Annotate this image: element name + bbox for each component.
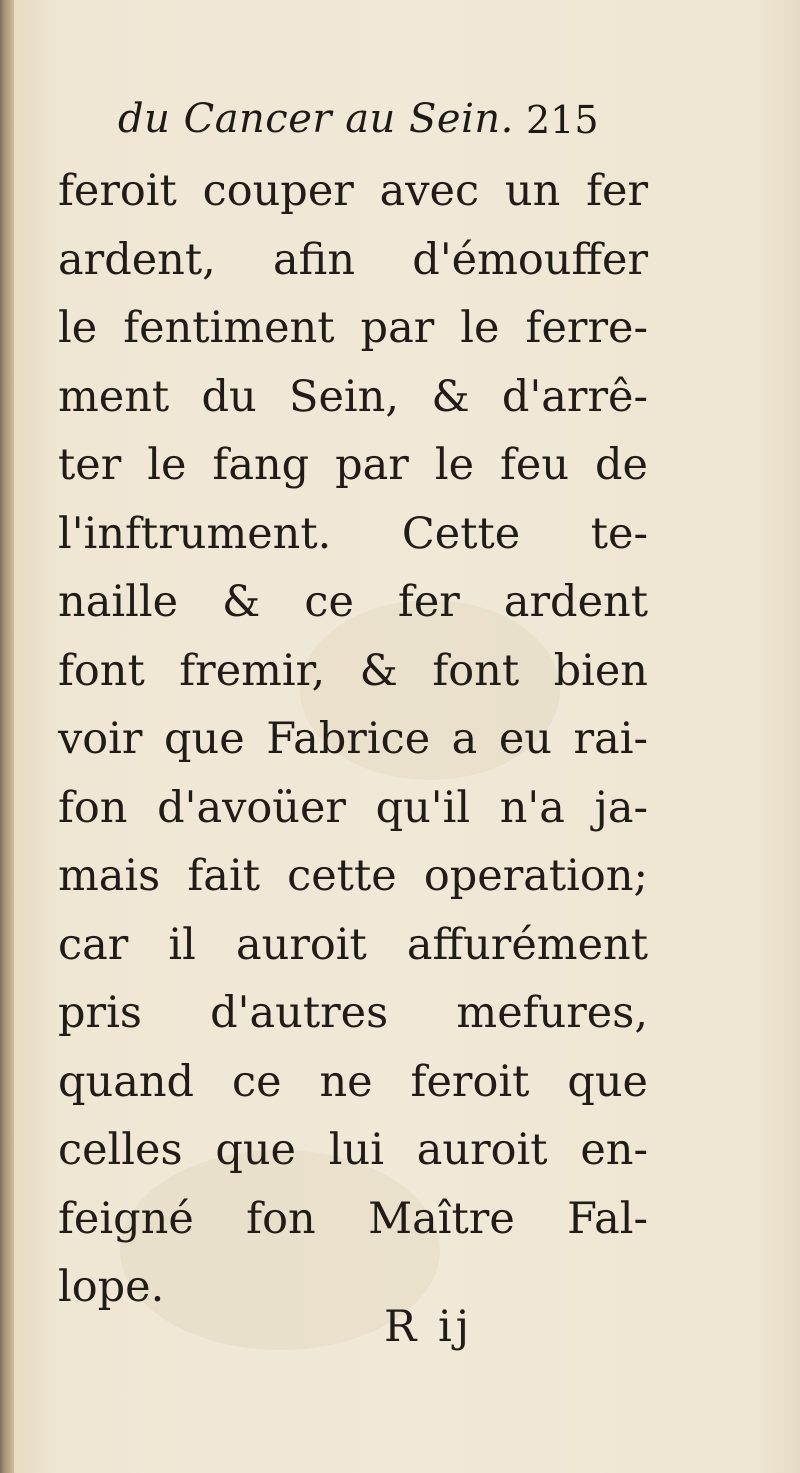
page-header bbox=[118, 96, 658, 156]
page-number: 215 bbox=[526, 98, 599, 142]
text-line: celles que lui auroit en- bbox=[58, 1125, 648, 1175]
text-line: ardent, afin d'émouffer bbox=[58, 234, 648, 285]
body-text bbox=[58, 157, 648, 1322]
text-line: ter le fang par le feu de bbox=[58, 440, 648, 490]
text-line: lope. bbox=[58, 1262, 165, 1312]
text-line: voir que Fabrice a eu rai- bbox=[58, 714, 648, 764]
text-line: pris d'autres mefures, bbox=[58, 988, 648, 1038]
text-line: feigné fon Maître Fal- bbox=[58, 1193, 648, 1244]
running-title: du Cancer au Sein. bbox=[118, 96, 514, 142]
text-line: le fentiment par le ferre- bbox=[58, 303, 648, 353]
text-line: fon d'avoüer qu'il n'a ja- bbox=[58, 782, 648, 833]
text-line: ment du Sein, & d'arrê- bbox=[58, 371, 648, 422]
page-binding-edge bbox=[0, 0, 14, 1473]
text-line: car il auroit affurément bbox=[58, 919, 648, 970]
text-line: mais fait cette operation; bbox=[58, 851, 648, 901]
text-line: font fremir, & font bien bbox=[58, 645, 648, 696]
text-line: naille & ce fer ardent bbox=[58, 577, 648, 627]
text-line: l'inftrument. Cette te- bbox=[58, 508, 648, 559]
signature-mark: R ij bbox=[384, 1302, 474, 1352]
text-line: feroit couper avec un fer bbox=[58, 166, 648, 216]
text-line: quand ce ne feroit que bbox=[58, 1056, 648, 1107]
